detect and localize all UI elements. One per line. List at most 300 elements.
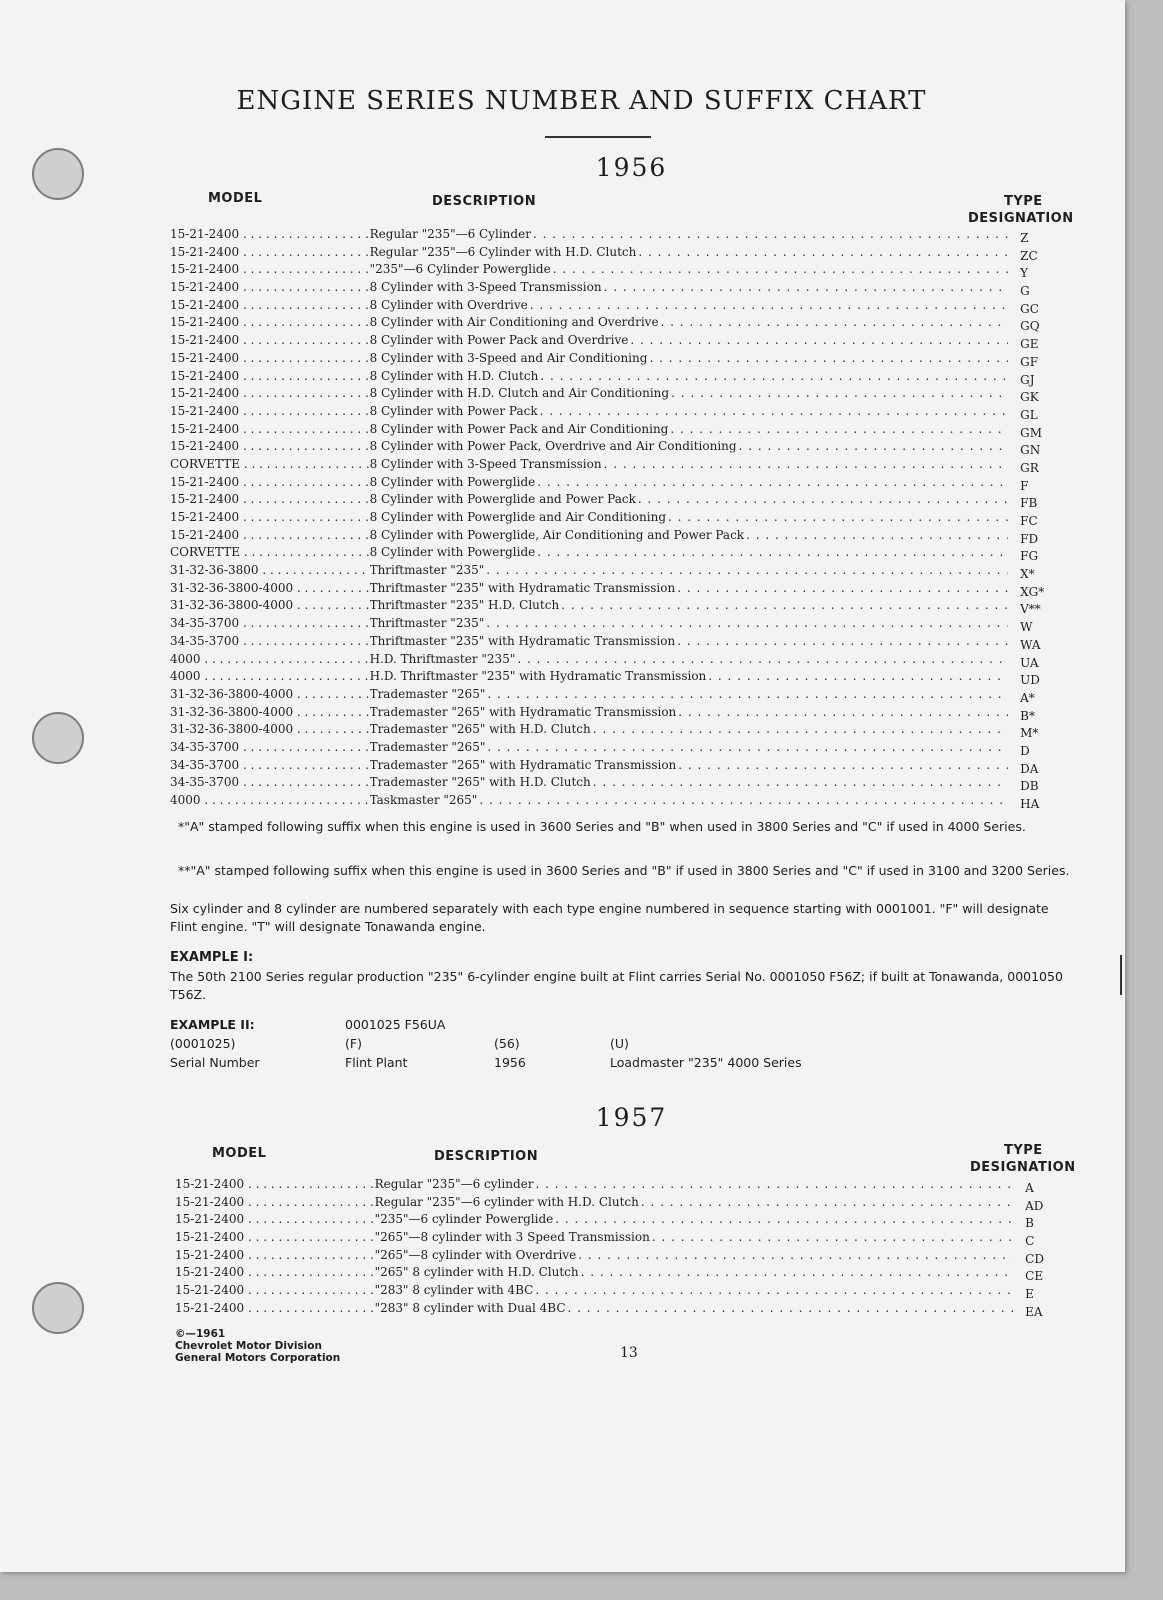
leader-dots [244,1283,374,1297]
leader-dots [239,404,369,418]
leader-dots [293,687,369,701]
description-text: Regular "235"—6 Cylinder [369,227,531,241]
model-text: 15-21-2400 [170,262,240,277]
description-cell [370,226,1009,243]
type-designation-cell: XG* [1020,584,1045,599]
model-cell [175,1282,375,1299]
description-cell [370,651,1009,668]
leader-dots [293,598,369,612]
example-2-plant-label: Flint Plant [345,1055,408,1070]
leader-dots [201,793,370,807]
model-cell [170,757,370,774]
type-designation-cell: AD [1025,1198,1044,1213]
description-text: 8 Cylinder with Power Pack and Overdrive [369,333,629,348]
table-row [170,704,1080,722]
description-cell [375,1300,1014,1317]
description-cell [370,438,1009,455]
table-row [170,580,1080,598]
description-text: 8 Cylinder with Power Pack and Air Conditioning [369,421,669,436]
table-row [170,792,1080,810]
leader-dots [293,581,369,595]
type-designation-cell: E [1025,1287,1034,1302]
table-row [170,474,1080,492]
description-cell [375,1194,1014,1211]
leader-dots [239,528,369,542]
type-designation-cell: GK [1020,390,1039,405]
table-row [175,1300,1085,1318]
leader-dots [239,227,369,241]
page-title: ENGINE SERIES NUMBER AND SUFFIX CHART [236,86,927,116]
example-2-serial-label: Serial Number [170,1055,260,1070]
description-cell [375,1211,1014,1228]
description-text: 8 Cylinder with Powerglide and Air Conditioning [369,510,667,524]
model-text: 15-21-2400 [170,297,240,312]
table-row [175,1194,1085,1212]
leader-dots [239,492,369,506]
example-2-serial-code: 0001025 F56UA [345,1017,446,1032]
type-designation-cell: W [1020,620,1033,635]
table-row [170,527,1080,545]
leader-dots [661,314,1009,331]
footnote-double-asterisk: **"A" stamped following suffix when this engine is used in 3600 Series and "B" if used in 3800 Series and "C" if used in 3100 and 3200 Series. [178,863,1070,878]
engine-table-1956 [170,226,1080,810]
description-cell [370,385,1009,402]
footnote-single-asterisk: *"A" stamped following suffix when this engine is used in 3600 Series and "B" when used in 3800 Series and "C" if used in 4000 Series. [178,819,1026,834]
leader-dots [239,386,369,400]
model-cell [175,1176,375,1193]
model-text: 31-32-36-3800-4000 [170,686,294,701]
table-row [170,633,1080,651]
type-designation-cell: X* [1020,567,1035,582]
model-cell [170,544,370,561]
description-cell [375,1176,1014,1193]
model-cell [170,421,370,438]
model-text: 15-21-2400 [170,527,240,542]
leader-dots [239,298,369,312]
example-1-label: EXAMPLE I: [170,950,254,965]
table-row [170,686,1080,704]
table-row [170,597,1080,615]
leader-dots [649,350,1008,367]
leader-dots [671,385,1008,402]
type-designation-cell: GR [1020,460,1039,475]
model-cell [175,1194,375,1211]
footer-copyright: ©—1961 [175,1328,226,1340]
description-cell [370,721,1009,738]
model-text: 4000 [170,669,201,684]
type-designation-cell: V** [1020,602,1041,617]
binder-hole [32,1282,84,1334]
description-cell [370,580,1009,597]
example-2-engine-code: (U) [610,1036,629,1051]
description-text: Regular "235"—6 Cylinder with H.D. Clutch [369,244,637,259]
type-designation-cell: Z [1020,231,1029,245]
type-designation-cell: HA [1020,797,1040,811]
type-designation-cell: EA [1025,1304,1043,1319]
type-designation-cell: GM [1020,425,1043,440]
table-row [170,544,1080,562]
leader-dots [568,1300,1014,1317]
description-text: "283" 8 cylinder with Dual 4BC [374,1300,566,1315]
model-text: 15-21-2400 [170,439,240,454]
type-designation-cell: C [1025,1234,1035,1249]
description-text: Trademaster "265" with Hydramatic Transmission [369,704,677,719]
description-cell [370,244,1009,261]
table-row [170,385,1080,403]
description-cell [375,1247,1014,1264]
leader-dots [678,757,1008,774]
example-2-year-label: 1956 [494,1055,526,1070]
model-cell [175,1229,375,1246]
title-divider [545,136,651,138]
leader-dots [244,1195,374,1209]
description-cell [370,474,1009,491]
model-cell [175,1264,375,1281]
description-text: 8 Cylinder with Overdrive [369,297,528,312]
description-cell [370,757,1009,774]
leader-dots [239,245,369,259]
leader-dots [677,580,1008,597]
leader-dots [293,722,369,736]
model-cell [170,297,370,314]
column-header-model-1957: MODEL [212,1146,267,1161]
model-cell [170,279,370,296]
type-designation-cell: FB [1020,496,1038,511]
description-cell [370,527,1009,544]
table-row [175,1264,1085,1282]
example-2-plant-code: (F) [345,1036,362,1051]
leader-dots [239,775,369,789]
leader-dots [479,792,1008,809]
model-text: 15-21-2400 [170,510,240,524]
model-text: 34-35-3700 [170,633,240,648]
table-row [170,651,1080,669]
leader-dots [239,315,369,329]
model-cell [170,226,370,243]
table-row [170,438,1080,456]
description-cell [375,1282,1014,1299]
leader-dots [517,651,1008,668]
table-row [170,739,1080,757]
leader-dots [239,510,369,524]
leader-dots [540,403,1009,420]
model-text: 15-21-2400 [175,1300,245,1315]
model-text: 15-21-2400 [170,280,240,295]
leader-dots [240,457,370,471]
model-cell [170,562,370,579]
leader-dots [535,1176,1013,1193]
leader-dots [533,226,1008,243]
model-text: 4000 [170,793,201,807]
leader-dots [244,1248,374,1262]
description-text: Trademaster "265" [369,686,486,701]
leader-dots [239,740,369,754]
description-cell [370,332,1009,349]
leader-dots [652,1229,1013,1246]
description-text: 8 Cylinder with Powerglide and Power Pack [369,492,636,507]
table-row [175,1229,1085,1247]
leader-dots [708,668,1008,685]
description-cell [370,633,1009,650]
description-cell [370,686,1009,703]
type-designation-cell: GN [1020,443,1041,458]
table-row [170,668,1080,686]
description-text: "235"—6 cylinder Powerglide [374,1212,554,1227]
column-header-designation-1957: DESIGNATION [970,1160,1076,1175]
leader-dots [555,1211,1013,1228]
leader-dots [561,597,1008,614]
model-text: 34-35-3700 [170,775,240,790]
description-text: "235"—6 Cylinder Powerglide [369,262,551,277]
table-row [170,491,1080,509]
leader-dots [641,1194,1013,1211]
table-row [170,774,1080,792]
example-2-engine-label: Loadmaster "235" 4000 Series [610,1055,802,1070]
table-row [170,368,1080,386]
type-designation-cell: F [1020,478,1029,493]
leader-dots [239,475,369,489]
model-text: 15-21-2400 [170,403,240,418]
margin-mark [1120,955,1122,995]
table-row [170,421,1080,439]
leader-dots [530,297,1008,314]
type-designation-cell: CE [1025,1269,1044,1284]
leader-dots [604,456,1009,473]
description-cell [370,403,1009,420]
year-heading-1956: 1956 [595,153,668,182]
type-designation-cell: GC [1020,301,1039,316]
model-text: 15-21-2400 [175,1230,245,1245]
model-cell [170,314,370,331]
leader-dots [239,616,369,630]
model-text: 15-21-2400 [175,1247,245,1262]
table-row [170,757,1080,775]
leader-dots [540,368,1008,385]
model-cell [170,368,370,385]
model-cell [175,1247,375,1264]
model-cell [170,739,370,756]
leader-dots [201,669,370,683]
example-2-label: EXAMPLE II: [170,1017,255,1032]
description-text: 8 Cylinder with Powerglide [369,545,536,560]
model-text: 34-35-3700 [170,739,240,754]
type-designation-cell: CD [1025,1251,1044,1266]
description-text: Trademaster "265" with H.D. Clutch [369,775,591,790]
leader-dots [630,332,1008,349]
leader-dots [201,652,370,666]
model-cell [170,792,370,809]
footer-division: Chevrolet Motor Division [175,1340,322,1352]
type-designation-cell: Y [1020,266,1029,281]
type-designation-cell: GL [1020,407,1038,422]
leader-dots [244,1301,374,1315]
description-text: 8 Cylinder with Power Pack, Overdrive and Air Conditioning [369,439,737,454]
type-designation-cell: GF [1020,354,1039,369]
description-text: Trademaster "265" [369,739,486,754]
type-designation-cell: UD [1020,673,1040,688]
leader-dots [293,705,369,719]
model-cell [170,686,370,703]
table-row [175,1176,1085,1194]
leader-dots [239,422,369,436]
model-text: 15-21-2400 [170,368,240,383]
binder-hole [32,712,84,764]
table-row [170,509,1080,527]
model-cell [170,403,370,420]
model-cell [170,615,370,632]
model-text: 15-21-2400 [170,315,240,330]
type-designation-cell: B [1025,1216,1034,1231]
description-cell [370,421,1009,438]
leader-dots [487,739,1008,756]
description-cell [375,1229,1014,1246]
model-cell [170,509,370,526]
leader-dots [537,544,1008,561]
model-text: 15-21-2400 [170,350,240,365]
example-2-serial-value: (0001025) [170,1036,236,1051]
description-cell [370,615,1009,632]
model-cell [170,668,370,685]
model-cell [170,580,370,597]
description-cell [370,297,1009,314]
description-text: Thriftmaster "235" with Hydramatic Transmission [369,633,676,648]
leader-dots [670,421,1008,438]
type-designation-cell: B* [1020,708,1035,723]
leader-dots [537,474,1008,491]
type-designation-cell: WA [1020,637,1041,652]
model-text: 15-21-2400 [170,474,240,489]
description-text: H.D. Thriftmaster "235" with Hydramatic Transmission [369,669,707,684]
description-text: 8 Cylinder with Power Pack [369,403,538,418]
leader-dots [239,280,369,294]
model-text: 31-32-36-3800 [170,563,259,578]
model-cell [170,633,370,650]
table-row [170,226,1080,244]
table-row [175,1282,1085,1300]
description-text: "265" 8 cylinder with H.D. Clutch [374,1265,579,1280]
model-text: CORVETTE [170,456,241,471]
description-cell [370,544,1009,561]
description-cell [375,1264,1014,1281]
type-designation-cell: UA [1020,655,1039,670]
description-text: 8 Cylinder with H.D. Clutch and Air Conditioning [369,386,670,401]
description-cell [370,668,1009,685]
model-text: 15-21-2400 [170,244,240,259]
table-row [170,279,1080,297]
leader-dots [244,1265,374,1279]
model-cell [170,350,370,367]
model-text: 31-32-36-3800-4000 [170,704,294,719]
model-cell [170,721,370,738]
model-cell [170,385,370,402]
description-text: Thriftmaster "235" with Hydramatic Transmission [369,580,676,595]
model-text: 15-21-2400 [170,492,240,507]
type-designation-cell: G [1020,284,1030,299]
column-header-model: MODEL [208,191,263,206]
column-header-type-1957: TYPE [1004,1143,1043,1158]
leader-dots [486,562,1008,579]
type-designation-cell: FD [1020,531,1039,546]
leader-dots [604,279,1009,296]
type-designation-cell: FC [1020,514,1038,528]
type-designation-cell: ZC [1020,248,1038,263]
model-text: CORVETTE [170,545,241,560]
table-row [170,456,1080,474]
model-cell [170,332,370,349]
leader-dots [553,261,1008,278]
model-cell [170,597,370,614]
engine-table-1957 [175,1176,1085,1318]
type-designation-cell: A [1025,1181,1034,1195]
model-text: 34-35-3700 [170,757,240,772]
model-cell [170,774,370,791]
model-cell [170,651,370,668]
description-text: Regular "235"—6 cylinder [374,1177,534,1191]
description-text: 8 Cylinder with Air Conditioning and Overdrive [369,315,659,330]
leader-dots [581,1264,1014,1281]
model-cell [170,704,370,721]
leader-dots [746,527,1008,544]
model-text: 15-21-2400 [175,1177,245,1191]
model-text: 31-32-36-3800-4000 [170,598,294,613]
table-row [170,244,1080,262]
description-cell [370,350,1009,367]
column-header-designation: DESIGNATION [968,211,1074,226]
numbering-note: Six cylinder and 8 cylinder are numbered separately with each type engine numbered in sequence starting with 0001001. "F" will designate Flint engine. "T" will designate Tonawanda engine. [170,901,1049,934]
leader-dots [487,686,1008,703]
column-header-description-1957: DESCRIPTION [434,1149,539,1164]
leader-dots [486,615,1008,632]
model-cell [170,244,370,261]
model-cell [175,1211,375,1228]
table-row [170,562,1080,580]
description-cell [370,774,1009,791]
description-text: Thriftmaster "235" [369,616,485,631]
leader-dots [668,509,1008,526]
description-text: "283" 8 cylinder with 4BC [374,1283,534,1298]
year-heading-1957: 1957 [595,1103,668,1132]
description-text: 8 Cylinder with 3-Speed and Air Conditioning [369,350,648,365]
model-text: 4000 [170,651,201,666]
description-text: Trademaster "265" with Hydramatic Transmission [369,757,677,772]
description-cell [370,368,1009,385]
type-designation-cell: DB [1020,779,1039,794]
description-cell [370,279,1009,296]
description-text: Trademaster "265" with H.D. Clutch [369,722,591,737]
leader-dots [593,774,1008,791]
description-cell [370,792,1009,809]
description-text: 8 Cylinder with 3-Speed Transmission [369,280,602,295]
leader-dots [239,262,369,276]
example-1-text: The 50th 2100 Series regular production "235" 6-cylinder engine built at Flint carries Serial No. 0001050 F56Z; if built at Tonawanda, 0001050 T56Z. [170,969,1063,1002]
model-cell [175,1300,375,1317]
leader-dots [240,545,370,559]
description-cell [370,704,1009,721]
description-text: Regular "235"—6 cylinder with H.D. Clutch [374,1194,639,1209]
table-row [170,297,1080,315]
table-row [170,350,1080,368]
table-row [175,1211,1085,1229]
type-designation-cell: GQ [1020,319,1040,334]
footer-corporation: General Motors Corporation [175,1352,341,1364]
type-designation-cell: FG [1020,549,1039,564]
leader-dots [239,333,369,347]
column-header-type: TYPE [1004,194,1043,209]
model-text: 31-32-36-3800-4000 [170,722,294,737]
leader-dots [244,1177,374,1191]
type-designation-cell: A* [1020,690,1035,705]
table-row [170,721,1080,739]
